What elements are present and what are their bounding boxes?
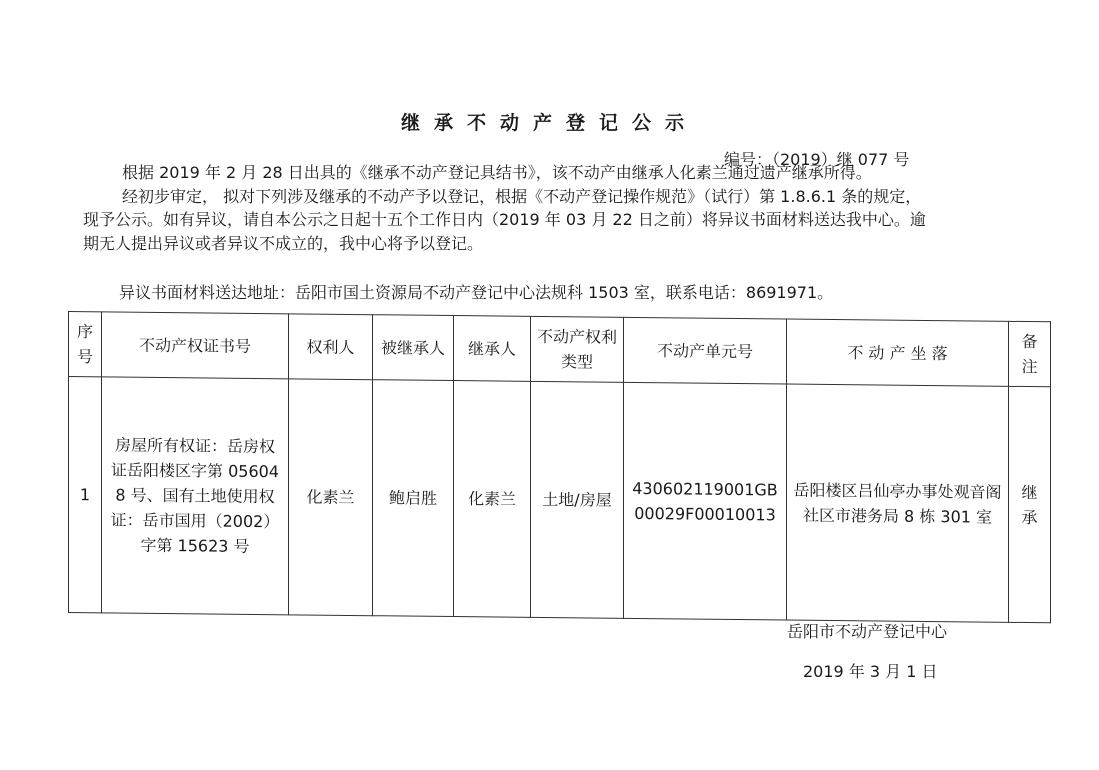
cell-right-type: 土地/房屋 xyxy=(531,381,624,618)
issue-date: 2019 年 3 月 1 日 xyxy=(803,662,938,681)
paragraph-review-line-3: 期无人提出异议或者异议不成立的，我中心将予以登记。 xyxy=(83,234,484,253)
cell-heir: 化素兰 xyxy=(454,381,531,618)
header-seq: 序号 xyxy=(69,312,102,377)
table-header-row xyxy=(69,312,1051,387)
serial-number: 编号：（2019）继 077 号 xyxy=(724,150,910,169)
header-cert-no: 不动产权证书号 xyxy=(102,312,289,379)
table-row xyxy=(69,377,1051,623)
cell-right-holder: 化素兰 xyxy=(289,379,373,616)
issuing-organization: 岳阳市不动产登记中心 xyxy=(787,622,948,641)
cell-remark: 继承 xyxy=(1009,386,1051,622)
cell-cert-no: 房屋所有权证：岳房权证岳阳楼区字第 056048 号、国有土地使用权证：岳市国用（2002）字第 15623 号 xyxy=(102,377,289,615)
document-title: 继承不动产登记公示 xyxy=(400,112,698,134)
header-remark: 备注 xyxy=(1009,321,1051,386)
header-unit-no: 不动产单元号 xyxy=(624,317,787,384)
paragraph-inheritance-basis: 根据 2019 年 2 月 28 日出具的《继承不动产登记具结书》，该不动产由继承人化素兰通过遗产继承所得。 xyxy=(122,163,872,182)
registration-table xyxy=(68,311,1051,623)
cell-unit-no: 430602119001GB00029F00010013 xyxy=(624,382,787,620)
paragraph-review-line-1: 经初步审定， 拟对下列涉及继承的不动产予以登记，根据《不动产登记操作规范》（试行）第 1.8.6.1 条的规定， xyxy=(122,187,922,206)
header-location: 不 动 产 坐 落 xyxy=(787,319,1009,386)
cell-location: 岳阳楼区吕仙亭办事处观音阁社区市港务局 8 栋 301 室 xyxy=(787,384,1009,622)
header-deceased: 被继承人 xyxy=(373,315,454,381)
cell-deceased: 鲍启胜 xyxy=(373,380,454,617)
objection-address: 异议书面材料送达地址：岳阳市国土资源局不动产登记中心法规科 1503 室，联系电话：8691971。 xyxy=(119,283,834,302)
paragraph-review-line-2: 现予公示。如有异议，请自本公示之日起十五个工作日内（2019 年 03 月 22 日之前）将异议书面材料送达我中心。逾 xyxy=(83,210,926,229)
cell-seq: 1 xyxy=(69,377,102,613)
header-heir: 继承人 xyxy=(454,316,531,382)
header-right-type: 不动产权利类型 xyxy=(531,316,624,382)
header-right-holder: 权利人 xyxy=(289,314,373,380)
